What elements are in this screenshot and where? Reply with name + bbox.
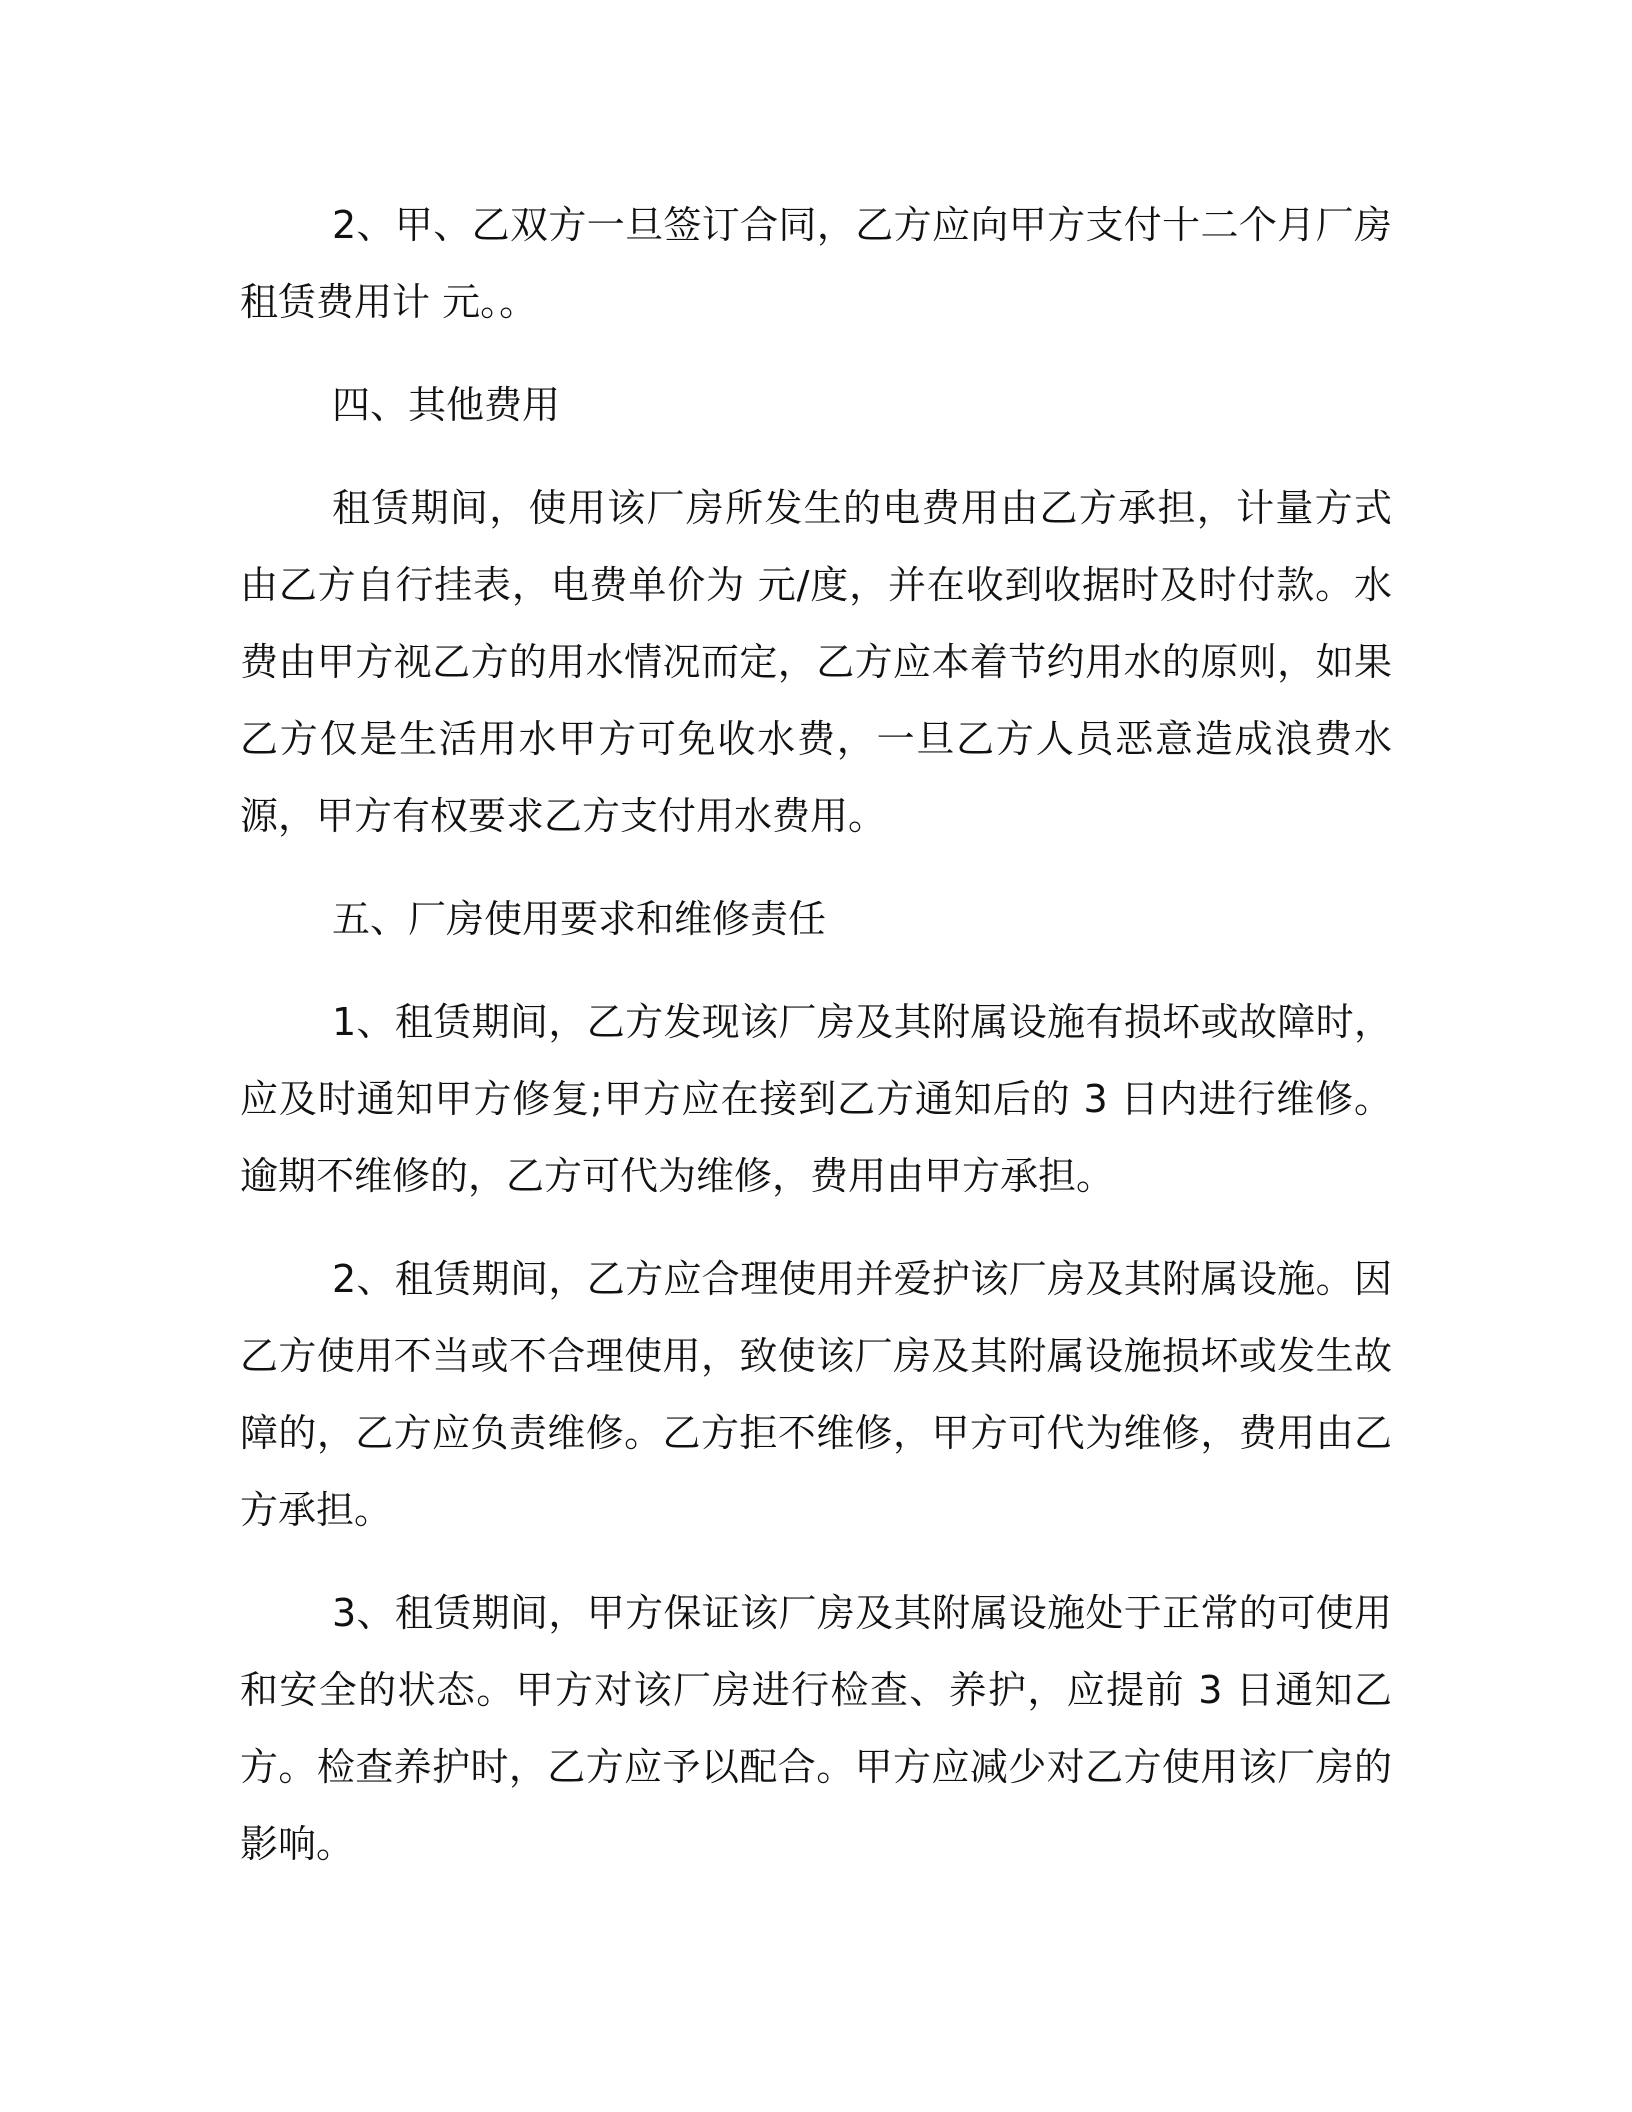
section-heading-usage-maintenance: 五、厂房使用要求和维修责任 <box>332 897 827 941</box>
clause-maintenance-2-paragraph: 2、租赁期间，乙方应合理使用并爱护该厂房及其附属设施。因乙方使用不当或不合理使用，致使该厂房及其附属设施损坏或发生故障的，乙方应负责维修。乙方拒不维修，甲方可代为维修，费用由乙方承担。 <box>240 1257 1392 1532</box>
clause-maintenance-3-paragraph: 3、租赁期间，甲方保证该厂房及其附属设施处于正常的可使用和安全的状态。甲方对该厂房进行检查、养护，应提前 3 日通知乙方。检查养护时，乙方应予以配合。甲方应减少对乙方使用该厂房的影响。 <box>240 1591 1392 1866</box>
section-heading-other-fees: 四、其他费用 <box>332 383 561 427</box>
clause-maintenance-1-paragraph: 1、租赁期间，乙方发现该厂房及其附属设施有损坏或故障时，应及时通知甲方修复;甲方应在接到乙方通知后的 3 日内进行维修。逾期不维修的，乙方可代为维修，费用由甲方承担。 <box>240 1000 1393 1198</box>
clause-payment-paragraph: 2、甲、乙双方一旦签订合同，乙方应向甲方支付十二个月厂房租赁费用计 元。。 <box>240 203 1392 324</box>
clause-utilities-paragraph: 租赁期间，使用该厂房所发生的电费用由乙方承担，计量方式由乙方自行挂表，电费单价为 元/度，并在收到收据时及时付款。水费由甲方视乙方的用水情况而定，乙方应本着节约用水的原则，如果乙方仅是生活用水甲方可免收水费，一旦乙方人员恶意造成浪费水源，甲方有权要求乙方支付用水费用。 <box>240 486 1392 838</box>
document-body <box>240 187 1392 1909</box>
